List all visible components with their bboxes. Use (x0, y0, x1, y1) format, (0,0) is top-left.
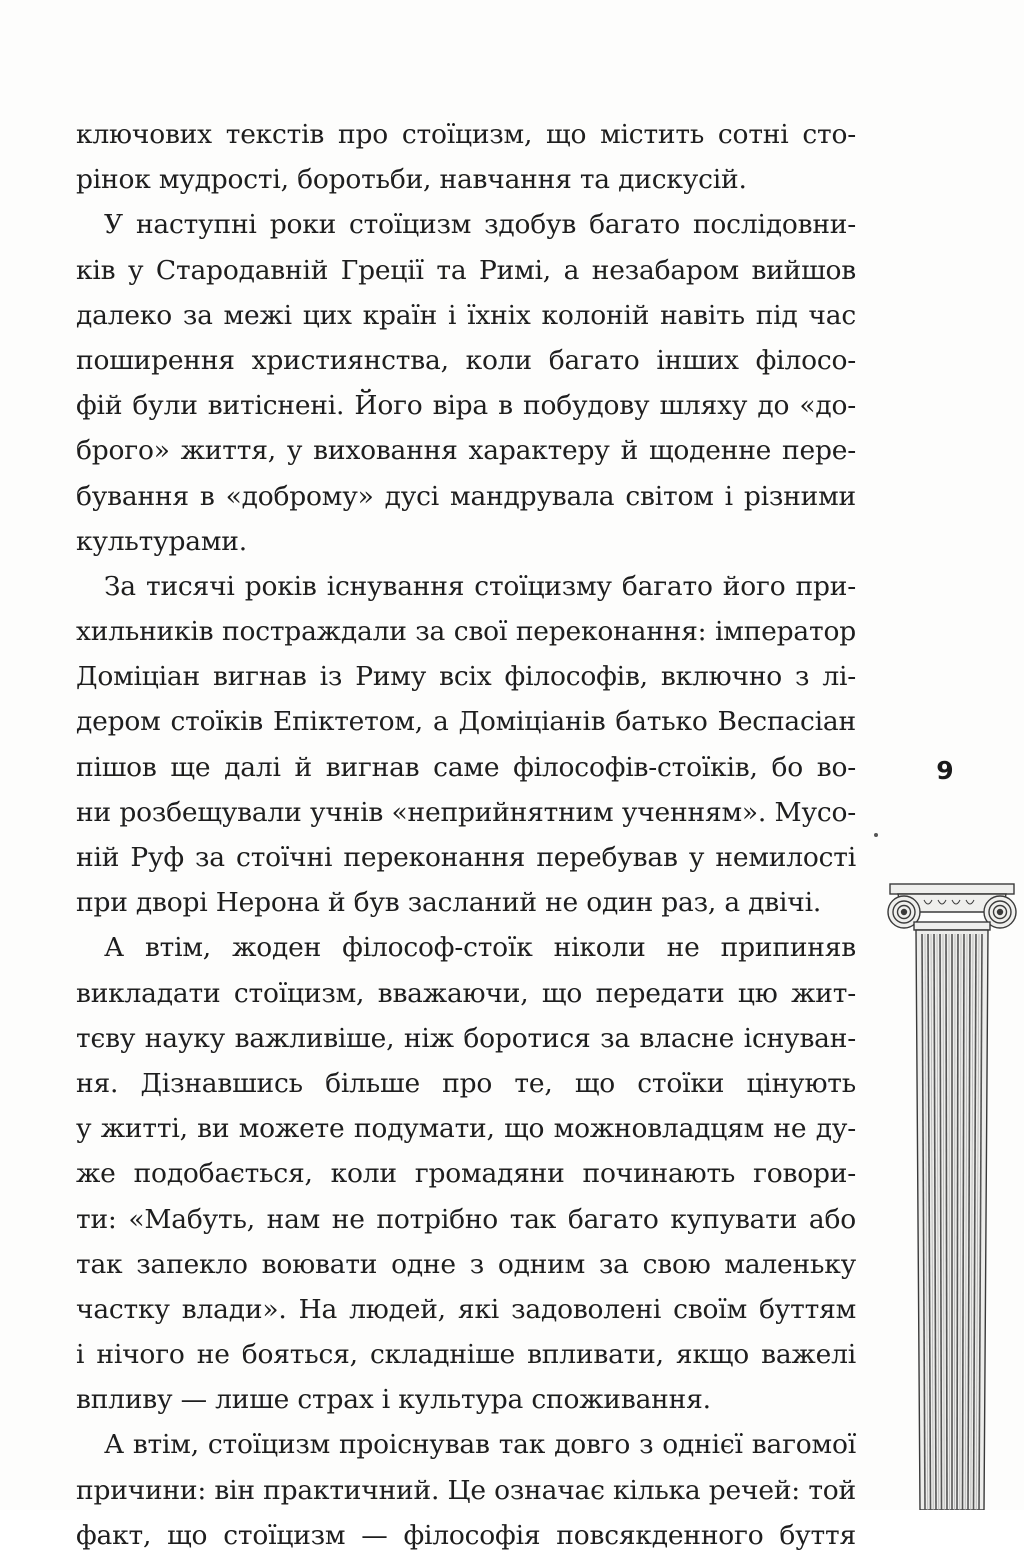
text-line: далеко за межі цих країн і їхніх колоній навіть під час (76, 299, 856, 331)
text-line: пішов ще далі й вигнав саме філософів-стоїків, бо во- (76, 751, 856, 783)
text-line: ни розбещували учнів «неприйнятним ученням». Мусо- (76, 796, 856, 828)
text-line: так запекло воювати одне з одним за свою маленьку (76, 1248, 856, 1280)
body-text (76, 112, 856, 1558)
text-line: при дворі Нерона й був засланий не один раз, а двічі. (76, 887, 822, 919)
text-line: А втім, стоїцизм проіснував так довго з однієї вагомої (104, 1429, 856, 1461)
page-number: 9 (936, 756, 954, 785)
text-line: впливу — лише страх і культура споживання. (76, 1384, 711, 1416)
ionic-column-illustration (884, 882, 1020, 1510)
capital-neck (914, 922, 990, 930)
text-line: і нічого не бояться, складніше впливати, якщо важелі (76, 1339, 856, 1371)
text-line: причини: він практичний. Це означає кілька речей: той (76, 1474, 856, 1506)
text-line: бування в «доброму» дусі мандрувала світом і різними (76, 480, 856, 512)
text-line: ти: «Мабуть, нам не потрібно так багато купувати або (76, 1203, 856, 1235)
text-line: У наступні роки стоїцизм здобув багато послідовни- (104, 209, 856, 241)
text-line: тєву науку важливіше, ніж боротися за власне існуван- (76, 1022, 856, 1054)
text-line: ня. Дізнавшись більше про те, що стоїки цінують (76, 1067, 856, 1099)
text-line: За тисячі років існування стоїцизму багато його при- (104, 570, 856, 602)
text-line: А втім, жоден філософ-стоїк ніколи не припиняв (104, 932, 856, 964)
text-line: рінок мудрості, боротьби, навчання та дискусій. (76, 164, 747, 196)
text-line: викладати стоїцизм, вважаючи, що передати цю жит- (76, 977, 856, 1009)
text-line: частку влади». На людей, які задоволені своїм буттям (76, 1293, 856, 1325)
text-line: же подобається, коли громадяни починають говори- (76, 1158, 856, 1190)
text-line: брого» життя, у виховання характеру й щоденне пере- (76, 435, 856, 467)
text-line: хильників постраждали за свої переконання: імператор (76, 616, 856, 648)
text-line: фій були витіснені. Його віра в побудову шляху до «до- (76, 390, 856, 422)
text-line: факт, що стоїцизм — філософія повсякденного буття (76, 1519, 856, 1551)
column-shaft (916, 930, 988, 1510)
text-line: ній Руф за стоїчні переконання перебував у немилості (76, 842, 856, 873)
text-line: культурами. (76, 525, 247, 557)
text-line: ключових текстів про стоїцизм, що містить сотні сто- (76, 119, 856, 150)
text-line: Доміціан вигнав із Риму всіх філософів, включно з лі- (76, 661, 856, 693)
column-capital (888, 884, 1016, 930)
capital-abacus (890, 884, 1014, 894)
print-speck (874, 833, 878, 837)
text-line: ків у Стародавній Греції та Римі, а незабаром вийшов (76, 254, 856, 286)
text-line: у житті, ви можете подумати, що можновладцям не ду- (76, 1113, 856, 1145)
text-line: поширення християнства, коли багато інших філосо- (76, 344, 856, 376)
text-line: дером стоїків Епіктетом, а Доміціанів батько Веспасіан (76, 706, 856, 738)
